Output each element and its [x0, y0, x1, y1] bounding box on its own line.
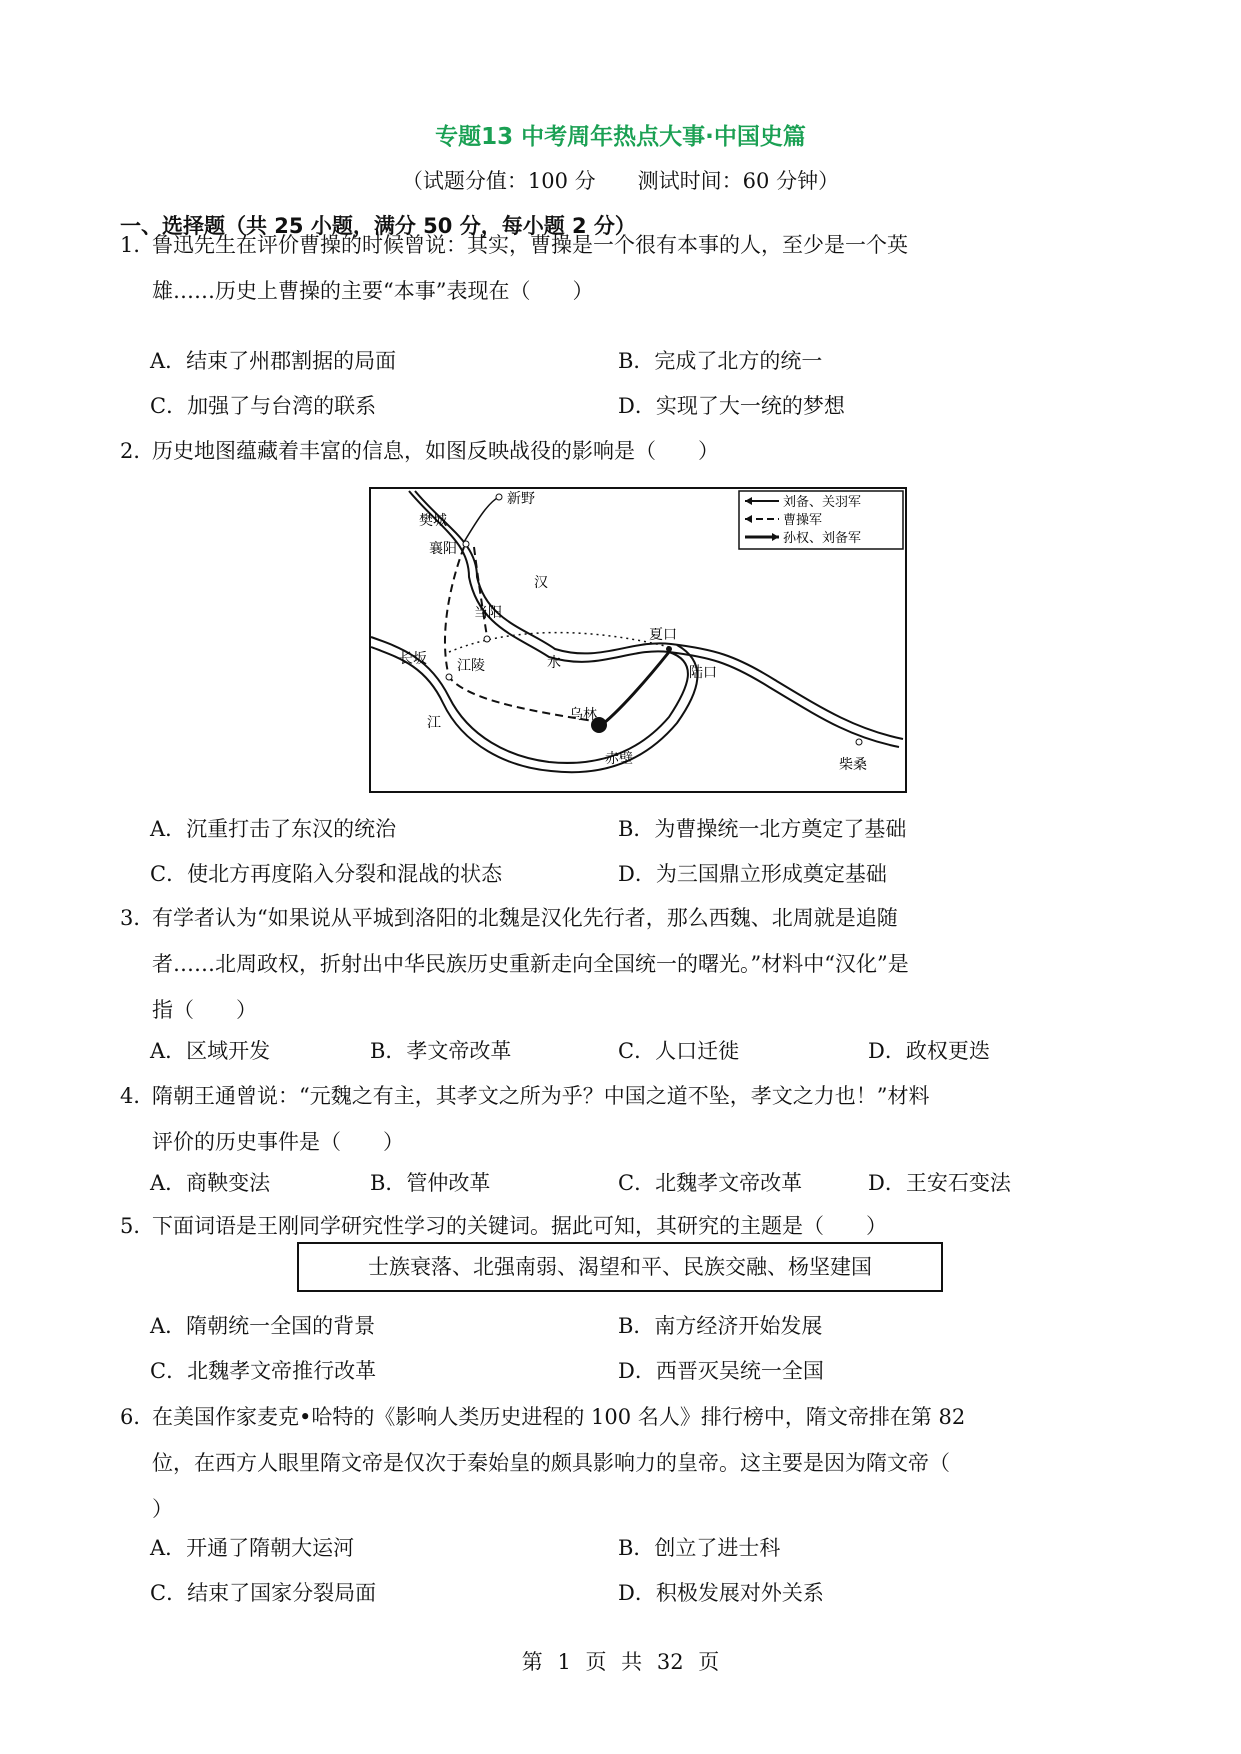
option-a[interactable]: A．结束了州郡割据的局面 [150, 349, 397, 373]
svg-text:长坂: 长坂 [399, 651, 427, 667]
legend-label: 刘备、关羽军 [783, 495, 862, 510]
question-number: 1． [120, 233, 155, 257]
question-text-line: 历史地图蕴藏着丰富的信息，如图反映战役的影响是（ ） [152, 439, 719, 463]
svg-text:陆口: 陆口 [689, 665, 717, 681]
option-d[interactable]: D．王安石变法 [868, 1171, 1011, 1195]
question-text-line: 评价的历史事件是（ ） [152, 1130, 404, 1154]
question-text-line: 隋朝王通曾说：“元魏之有主，其孝文之所为乎？中国之道不坠，孝文之力也！”材料 [152, 1084, 930, 1108]
question-1 [120, 222, 1122, 314]
keyword-box: 士族衰落、北强南弱、渴望和平、民族交融、杨坚建国 [297, 1242, 943, 1292]
question-text-line: 下面词语是王刚同学研究性学习的关键词。据此可知，其研究的主题是（ ） [152, 1214, 887, 1238]
question-text-line: 位，在西方人眼里隋文帝是仅次于秦始皇的颇具影响力的皇帝。这主要是因为隋文帝（ [152, 1451, 950, 1475]
option-b[interactable]: B．孝文帝改革 [370, 1039, 512, 1063]
legend-label: 孙权、刘备军 [783, 531, 862, 546]
option-b[interactable]: B．管仲改革 [370, 1171, 491, 1195]
question-4 [120, 1073, 1122, 1165]
svg-text:江: 江 [427, 715, 441, 731]
question-6 [120, 1394, 1122, 1532]
section-heading: 一、选择题（共 25 小题，满分 50 分，每小题 2 分） [120, 214, 636, 238]
question-text-line: 者……北周政权，折射出中华民族历史重新走向全国统一的曙光。”材料中“汉化”是 [152, 952, 909, 976]
question-number: 3． [120, 906, 155, 930]
option-a[interactable]: A．沉重打击了东汉的统治 [150, 817, 397, 841]
option-a[interactable]: A．开通了隋朝大运河 [150, 1536, 355, 1560]
svg-text:当阳: 当阳 [474, 605, 502, 621]
question-number: 4． [120, 1084, 155, 1108]
option-c[interactable]: C．使北方再度陷入分裂和混战的状态 [150, 862, 503, 886]
svg-text:夏口: 夏口 [649, 627, 677, 643]
page-title: 专题13 中考周年热点大事·中国史篇 [435, 124, 806, 150]
option-d[interactable]: D．为三国鼎立形成奠定基础 [618, 862, 887, 886]
question-text-line: 指（ ） [152, 998, 257, 1022]
option-d[interactable]: D．政权更迭 [868, 1039, 990, 1063]
question-text-line: ） [152, 1497, 173, 1521]
svg-text:樊城: 樊城 [419, 513, 447, 529]
svg-text:赤壁: 赤壁 [605, 751, 633, 767]
svg-text:新野: 新野 [507, 491, 535, 507]
option-a[interactable]: A．区域开发 [150, 1039, 271, 1063]
question-number: 6． [120, 1405, 155, 1429]
svg-text:汉: 汉 [534, 575, 548, 591]
svg-text:水: 水 [547, 655, 561, 671]
question-number: 2． [120, 439, 155, 463]
option-d[interactable]: D．实现了大一统的梦想 [618, 394, 845, 418]
svg-text:乌林: 乌林 [569, 707, 597, 723]
question-text-line: 在美国作家麦克•哈特的《影响人类历史进程的 100 名人》排行榜中，隋文帝排在第 82 [152, 1405, 966, 1429]
legend-label: 曹操军 [783, 513, 823, 528]
option-d[interactable]: D．西晋灭吴统一全国 [618, 1359, 824, 1383]
page-footer: 第 1 页 共 32 页 [521, 1650, 720, 1674]
option-b[interactable]: B．南方经济开始发展 [618, 1314, 823, 1338]
option-c[interactable]: C．人口迁徙 [618, 1039, 740, 1063]
question-text-line: 鲁迅先生在评价曹操的时候曾说：其实，曹操是一个很有本事的人，至少是一个英 [152, 233, 908, 257]
svg-text:江陵: 江陵 [457, 658, 485, 674]
option-c[interactable]: C．北魏孝文帝改革 [618, 1171, 803, 1195]
battle-map [369, 487, 907, 793]
option-b[interactable]: B．为曹操统一北方奠定了基础 [618, 817, 907, 841]
question-2 [120, 428, 1122, 474]
option-b[interactable]: B．完成了北方的统一 [618, 349, 823, 373]
option-c[interactable]: C．北魏孝文帝推行改革 [150, 1359, 377, 1383]
option-c[interactable]: C．加强了与台湾的联系 [150, 394, 377, 418]
question-text-line: 有学者认为“如果说从平城到洛阳的北魏是汉化先行者，那么西魏、北周就是追随 [152, 906, 898, 930]
option-a[interactable]: A．商鞅变法 [150, 1171, 271, 1195]
svg-text:襄阳: 襄阳 [429, 541, 457, 557]
option-b[interactable]: B．创立了进士科 [618, 1536, 781, 1560]
question-text-line: 雄……历史上曹操的主要“本事”表现在（ ） [152, 279, 594, 303]
svg-text:柴桑: 柴桑 [839, 757, 867, 773]
option-a[interactable]: A．隋朝统一全国的背景 [150, 1314, 376, 1338]
exam-info: （试题分值：100 分 测试时间：60 分钟） [401, 169, 840, 193]
question-number: 5． [120, 1214, 155, 1238]
question-3 [120, 895, 1122, 1033]
option-c[interactable]: C．结束了国家分裂局面 [150, 1581, 377, 1605]
option-d[interactable]: D．积极发展对外关系 [618, 1581, 824, 1605]
